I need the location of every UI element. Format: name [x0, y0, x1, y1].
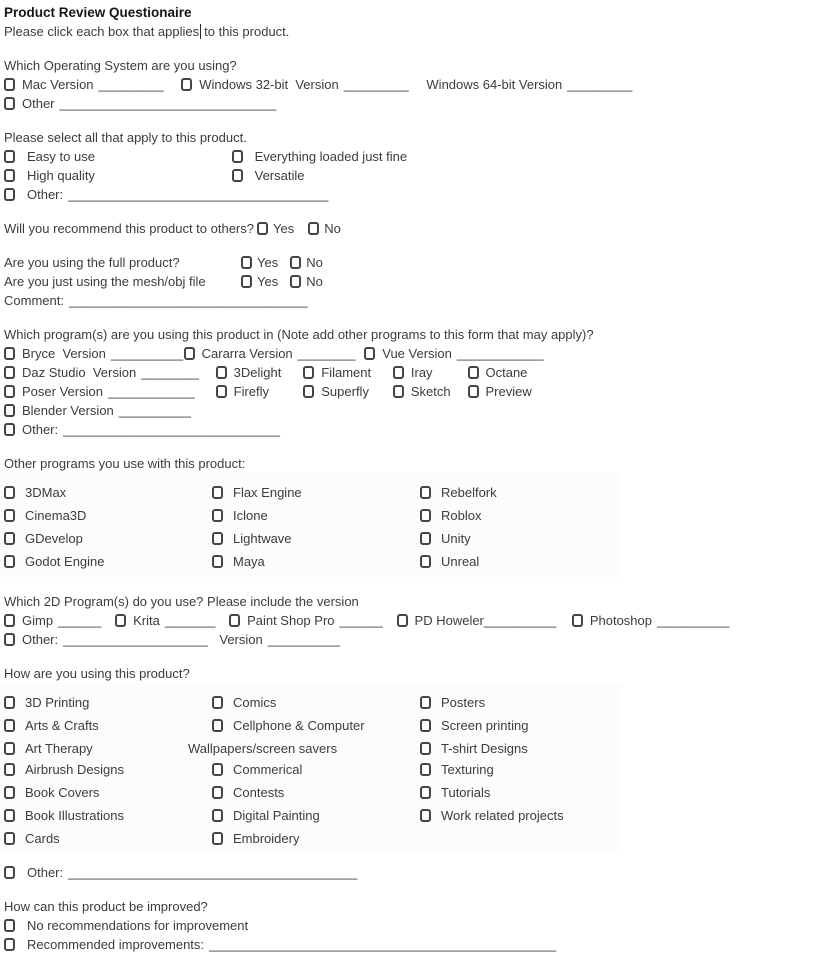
blender-blank[interactable]: __________ — [118, 403, 192, 418]
option-label: Texturing — [441, 762, 494, 777]
section-how-using — [4, 664, 817, 882]
recommended-improvements-blank[interactable]: ________________________________________________ — [209, 937, 557, 952]
mesh-no-checkbox[interactable] — [290, 275, 301, 288]
option-checkbox[interactable] — [232, 169, 243, 182]
cararra-checkbox[interactable] — [184, 347, 195, 360]
grid-row — [4, 481, 622, 504]
option-label: Digital Painting — [233, 808, 320, 823]
intro-line — [4, 22, 817, 41]
windows64-label: Windows 64-bit Version — [426, 77, 563, 92]
paint-shop-pro-blank[interactable]: ______ — [339, 613, 383, 628]
section-2d-programs — [4, 592, 817, 649]
option-label: Tutorials — [441, 785, 491, 800]
section-operating-system — [4, 56, 817, 113]
photoshop-checkbox[interactable] — [572, 614, 583, 627]
option-label: Cellphone & Computer — [233, 718, 365, 733]
improve-question: How can this product be improved? — [4, 899, 208, 914]
option-label: Iray — [410, 365, 433, 380]
option-checkbox[interactable] — [4, 809, 15, 822]
windows32-blank[interactable]: _________ — [343, 77, 409, 92]
other-programs-question: Other programs you use with this product: — [4, 456, 246, 471]
option-checkbox[interactable] — [420, 786, 431, 799]
option-checkbox[interactable] — [4, 150, 15, 163]
2d-other-label: Other: — [22, 632, 59, 647]
paint-shop-pro-label: Paint Shop Pro — [247, 613, 335, 628]
section-usage — [4, 253, 817, 310]
bryce-checkbox[interactable] — [4, 347, 15, 360]
option-checkbox[interactable] — [420, 719, 431, 732]
option-label: Rebelfork — [441, 485, 497, 500]
windows64-blank[interactable]: _________ — [567, 77, 633, 92]
option-checkbox[interactable] — [212, 555, 223, 568]
option-checkbox[interactable] — [212, 696, 223, 709]
blender-checkbox[interactable] — [4, 404, 15, 417]
option-label: Octane — [485, 365, 528, 380]
2d-version-label: Version — [219, 632, 263, 647]
option-checkbox[interactable] — [420, 532, 431, 545]
recommend-yes-label: Yes — [273, 221, 295, 236]
mac-version-blank[interactable]: _________ — [98, 77, 164, 92]
option-label: 3Delight — [233, 365, 282, 380]
pd-howeler-blank[interactable]: __________ — [483, 613, 557, 628]
paint-shop-pro-checkbox[interactable] — [229, 614, 240, 627]
pd-howeler-checkbox[interactable] — [397, 614, 408, 627]
grid-row — [4, 781, 622, 804]
grid-row — [4, 691, 622, 714]
krita-blank[interactable]: _______ — [164, 613, 216, 628]
grid-row — [4, 737, 622, 758]
daz-blank[interactable]: ________ — [141, 365, 200, 380]
option-checkbox[interactable] — [303, 385, 314, 398]
krita-checkbox[interactable] — [115, 614, 126, 627]
full-product-question: Are you using the full product? — [4, 255, 180, 270]
mesh-yes-checkbox[interactable] — [241, 275, 252, 288]
2d-other-blank[interactable]: ____________________ — [63, 632, 208, 647]
option-label: Easy to use — [27, 149, 95, 164]
recommend-yes-checkbox[interactable] — [257, 222, 268, 235]
full-yes-checkbox[interactable] — [241, 256, 252, 269]
how-using-other-checkbox[interactable] — [4, 866, 15, 879]
programs-other-blank[interactable]: ______________________________ — [63, 422, 281, 437]
vue-checkbox[interactable] — [364, 347, 375, 360]
option-label: Filament — [321, 365, 372, 380]
option-checkbox[interactable] — [4, 832, 15, 845]
option-checkbox[interactable] — [420, 486, 431, 499]
option-label: Book Illustrations — [25, 808, 124, 823]
poser-blank[interactable]: ____________ — [107, 384, 195, 399]
windows32-checkbox[interactable] — [181, 78, 192, 91]
comment-blank[interactable]: _________________________________ — [68, 293, 308, 308]
option-label: Everything loaded just fine — [254, 149, 408, 164]
option-label: Superfly — [321, 384, 369, 399]
option-checkbox[interactable] — [212, 486, 223, 499]
option-checkbox[interactable] — [420, 809, 431, 822]
option-label: T-shirt Designs — [441, 741, 528, 756]
grid-row — [4, 550, 622, 573]
apply-other-checkbox[interactable] — [4, 188, 15, 201]
option-label: Airbrush Designs — [25, 762, 124, 777]
option-label: Posters — [441, 695, 486, 710]
option-checkbox[interactable] — [212, 763, 223, 776]
option-checkbox[interactable] — [212, 832, 223, 845]
option-checkbox[interactable] — [420, 509, 431, 522]
option-checkbox[interactable] — [4, 509, 15, 522]
option-checkbox[interactable] — [4, 763, 15, 776]
apply-other-label: Other: — [27, 187, 64, 202]
poser-checkbox[interactable] — [4, 385, 15, 398]
os-other-checkbox[interactable] — [4, 97, 15, 110]
option-label: Arts & Crafts — [25, 718, 99, 733]
mesh-no-label: No — [306, 274, 323, 289]
no-recommendations-label: No recommendations for improvement — [27, 918, 249, 933]
how-using-question: How are you using this product? — [4, 666, 190, 681]
apply-other-blank[interactable]: ____________________________________ — [68, 187, 329, 202]
option-checkbox[interactable] — [420, 555, 431, 568]
krita-label: Krita — [133, 613, 160, 628]
option-checkbox[interactable] — [468, 366, 479, 379]
option-checkbox[interactable] — [212, 509, 223, 522]
option-label: Godot Engine — [25, 554, 105, 569]
mac-version-label: Mac Version — [22, 77, 94, 92]
option-label: Flax Engine — [233, 485, 302, 500]
option-label: Work related projects — [441, 808, 564, 823]
os-other-label: Other — [22, 96, 55, 111]
option-label: 3DMax — [25, 485, 67, 500]
intro-text-before: Please click each box that applies — [4, 24, 200, 39]
section-programs — [4, 325, 817, 439]
windows32-label: Windows 32-bit Version — [199, 77, 339, 92]
page-title: Product Review Questionaire — [4, 5, 192, 20]
poser-label: Poser Version — [22, 384, 103, 399]
option-label: Cinema3D — [25, 508, 87, 523]
how-using-other-label: Other: — [27, 865, 64, 880]
gimp-blank[interactable]: ______ — [58, 613, 102, 628]
option-checkbox[interactable] — [420, 742, 431, 755]
section-improve — [4, 897, 817, 954]
option-continuation-label: Wallpapers/screen savers — [188, 741, 338, 756]
section-apply — [4, 128, 817, 204]
option-label: Screen printing — [441, 718, 529, 733]
cararra-blank[interactable]: ________ — [297, 346, 356, 361]
gimp-checkbox[interactable] — [4, 614, 15, 627]
option-checkbox[interactable] — [393, 385, 404, 398]
option-label: High quality — [27, 168, 95, 183]
2d-version-blank[interactable]: __________ — [267, 632, 341, 647]
option-checkbox[interactable] — [420, 696, 431, 709]
how-using-other-blank[interactable]: ________________________________________ — [68, 865, 358, 880]
option-checkbox[interactable] — [468, 385, 479, 398]
mesh-question: Are you just using the mesh/obj file — [4, 274, 206, 289]
blender-label: Blender Version — [22, 403, 114, 418]
section-recommend — [4, 219, 817, 238]
option-checkbox[interactable] — [4, 169, 15, 182]
option-checkbox[interactable] — [4, 742, 15, 755]
text-cursor-icon — [200, 24, 201, 39]
intro-text-after: to this product. — [204, 24, 290, 39]
os-other-blank[interactable]: ______________________________ — [59, 96, 277, 111]
daz-label: Daz Studio Version — [22, 365, 137, 380]
option-label: Contests — [233, 785, 285, 800]
option-label: Art Therapy — [25, 741, 93, 756]
recommended-improvements-checkbox[interactable] — [4, 938, 15, 951]
option-checkbox[interactable] — [393, 366, 404, 379]
option-label: Cards — [25, 831, 60, 846]
grid-row — [4, 504, 622, 527]
recommend-no-label: No — [324, 221, 341, 236]
os-question: Which Operating System are you using? — [4, 58, 237, 73]
apply-question: Please select all that apply to this product. — [4, 130, 247, 145]
vue-label: Vue Version — [382, 346, 452, 361]
full-yes-label: Yes — [257, 255, 279, 270]
option-checkbox[interactable] — [4, 696, 15, 709]
option-label: Lightwave — [233, 531, 292, 546]
other-programs-panel — [0, 473, 622, 577]
pd-howeler-label: PD Howeler — [414, 613, 484, 628]
option-checkbox[interactable] — [4, 786, 15, 799]
option-checkbox[interactable] — [4, 555, 15, 568]
option-label: Preview — [485, 384, 532, 399]
grid-row — [4, 827, 622, 850]
option-checkbox[interactable] — [420, 763, 431, 776]
no-recommendations-checkbox[interactable] — [4, 919, 15, 932]
option-checkbox[interactable] — [4, 486, 15, 499]
programs-other-checkbox[interactable] — [4, 423, 15, 436]
2d-question: Which 2D Program(s) do you use? Please include the version — [4, 594, 359, 609]
2d-other-checkbox[interactable] — [4, 633, 15, 646]
option-checkbox[interactable] — [212, 719, 223, 732]
grid-row — [4, 804, 622, 827]
option-checkbox[interactable] — [4, 719, 15, 732]
option-checkbox[interactable] — [212, 532, 223, 545]
option-checkbox[interactable] — [212, 786, 223, 799]
cararra-label: Cararra Version — [201, 346, 293, 361]
option-label: Sketch — [410, 384, 451, 399]
section-other-programs — [4, 454, 817, 577]
option-checkbox[interactable] — [4, 532, 15, 545]
option-label: Firefly — [233, 384, 270, 399]
option-checkbox[interactable] — [216, 385, 227, 398]
option-label: Roblox — [441, 508, 482, 523]
option-checkbox[interactable] — [212, 809, 223, 822]
full-no-label: No — [306, 255, 323, 270]
option-label: Book Covers — [25, 785, 100, 800]
grid-row — [4, 758, 622, 781]
bryce-blank[interactable]: __________ — [110, 346, 184, 361]
option-checkbox[interactable] — [216, 366, 227, 379]
option-label: Embroidery — [233, 831, 300, 846]
programs-other-label: Other: — [22, 422, 59, 437]
mesh-yes-label: Yes — [257, 274, 279, 289]
option-label: Iclone — [233, 508, 268, 523]
option-label: Commerical — [233, 762, 303, 777]
option-label: Unity — [441, 531, 471, 546]
option-label: Versatile — [254, 168, 305, 183]
vue-blank[interactable]: ____________ — [456, 346, 544, 361]
option-label: Unreal — [441, 554, 480, 569]
programs-question: Which program(s) are you using this product in (Note add other programs to this form that may apply)? — [4, 327, 594, 342]
option-label: Maya — [233, 554, 265, 569]
grid-row — [4, 527, 622, 550]
option-label: Comics — [233, 695, 277, 710]
recommended-improvements-label: Recommended improvements: — [27, 937, 205, 952]
daz-checkbox[interactable] — [4, 366, 15, 379]
photoshop-label: Photoshop — [589, 613, 652, 628]
mac-version-checkbox[interactable] — [4, 78, 15, 91]
option-checkbox[interactable] — [232, 150, 243, 163]
gimp-label: Gimp — [22, 613, 54, 628]
recommend-no-checkbox[interactable] — [308, 222, 319, 235]
comment-label: Comment: — [4, 293, 64, 308]
photoshop-blank[interactable]: __________ — [657, 613, 730, 628]
full-no-checkbox[interactable] — [290, 256, 301, 269]
how-using-panel — [0, 683, 622, 854]
recommend-question: Will you recommend this product to others? — [4, 221, 254, 236]
option-label: 3D Printing — [25, 695, 90, 710]
grid-row — [4, 714, 622, 737]
option-checkbox[interactable] — [303, 366, 314, 379]
bryce-label: Bryce Version — [22, 346, 106, 361]
option-label: GDevelop — [25, 531, 83, 546]
